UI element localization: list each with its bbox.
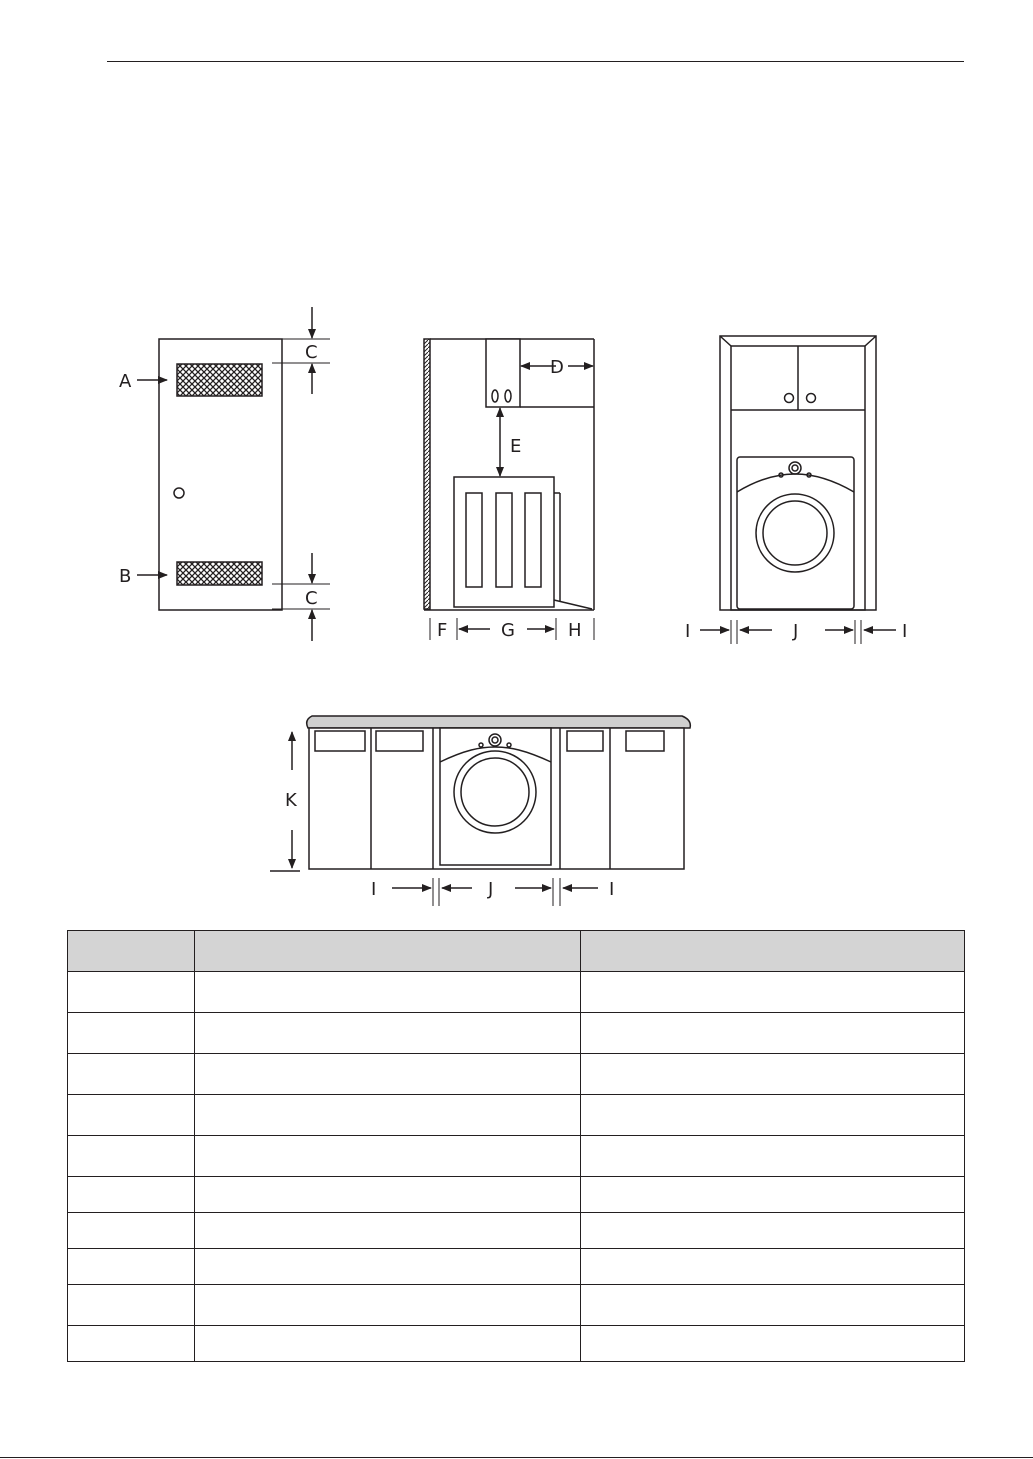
label-g: G xyxy=(501,620,515,641)
closet-door-figure xyxy=(137,307,330,641)
table-cell xyxy=(68,1326,195,1362)
label-j-counter: J xyxy=(488,879,494,900)
table-cell xyxy=(581,972,965,1013)
label-i-left-counter: I xyxy=(371,879,377,900)
label-h: H xyxy=(568,620,582,641)
table-cell xyxy=(195,1326,581,1362)
table-cell xyxy=(68,1249,195,1285)
closet-front-figure xyxy=(700,336,896,644)
table-header-row xyxy=(68,931,965,972)
table-cell xyxy=(68,972,195,1013)
label-i-right-closet: I xyxy=(902,621,908,642)
table-cell xyxy=(195,1285,581,1326)
table-cell xyxy=(68,1013,195,1054)
table-header-cell xyxy=(195,931,581,972)
back-wall xyxy=(424,339,430,609)
table-cell xyxy=(581,1095,965,1136)
label-f: F xyxy=(437,620,448,641)
table-row xyxy=(68,1054,965,1095)
table-row xyxy=(68,1136,965,1177)
countertop xyxy=(307,716,691,728)
table-cell xyxy=(195,1213,581,1249)
table-cell xyxy=(195,1177,581,1213)
dryer-under-counter xyxy=(440,728,551,865)
label-a: A xyxy=(119,371,132,392)
table-cell xyxy=(68,1136,195,1177)
upper-vent xyxy=(177,364,262,396)
label-j-closet: J xyxy=(793,621,799,642)
table-cell xyxy=(68,1285,195,1326)
table-cell xyxy=(195,1054,581,1095)
table-cell xyxy=(68,1054,195,1095)
table-cell xyxy=(581,1326,965,1362)
label-k: K xyxy=(285,790,297,811)
label-c-top: C xyxy=(305,342,318,363)
table-cell xyxy=(581,1013,965,1054)
label-i-left-closet: I xyxy=(685,621,691,642)
under-counter-figure xyxy=(270,716,690,906)
table-cell xyxy=(581,1054,965,1095)
table-cell xyxy=(195,1136,581,1177)
label-c-bottom: C xyxy=(305,588,318,609)
table-row xyxy=(68,1285,965,1326)
label-i-right-counter: I xyxy=(609,879,615,900)
table-cell xyxy=(68,1213,195,1249)
cabinet-side xyxy=(486,339,520,407)
table-row xyxy=(68,972,965,1013)
label-d: D xyxy=(550,357,564,378)
table-header-cell xyxy=(581,931,965,972)
table-row xyxy=(68,1326,965,1362)
table-row xyxy=(68,1213,965,1249)
table-cell xyxy=(581,1136,965,1177)
table-row xyxy=(68,1177,965,1213)
table-cell xyxy=(68,1095,195,1136)
clearance-table xyxy=(67,930,965,1362)
lower-vent xyxy=(177,562,262,585)
table-cell xyxy=(68,1177,195,1213)
table-cell xyxy=(195,1095,581,1136)
table-header-cell xyxy=(68,931,195,972)
table-row xyxy=(68,1249,965,1285)
table-cell xyxy=(581,1177,965,1213)
table-cell xyxy=(195,1013,581,1054)
table-cell xyxy=(581,1249,965,1285)
label-e: E xyxy=(510,436,522,457)
table-cell xyxy=(581,1285,965,1326)
side-view-figure xyxy=(424,339,594,640)
table-cell xyxy=(581,1213,965,1249)
label-b: B xyxy=(119,566,132,587)
table-row xyxy=(68,1095,965,1136)
dryer-front xyxy=(737,457,854,609)
footer-rule xyxy=(0,1457,1033,1458)
table-cell xyxy=(195,972,581,1013)
table-row xyxy=(68,1013,965,1054)
table-cell xyxy=(195,1249,581,1285)
